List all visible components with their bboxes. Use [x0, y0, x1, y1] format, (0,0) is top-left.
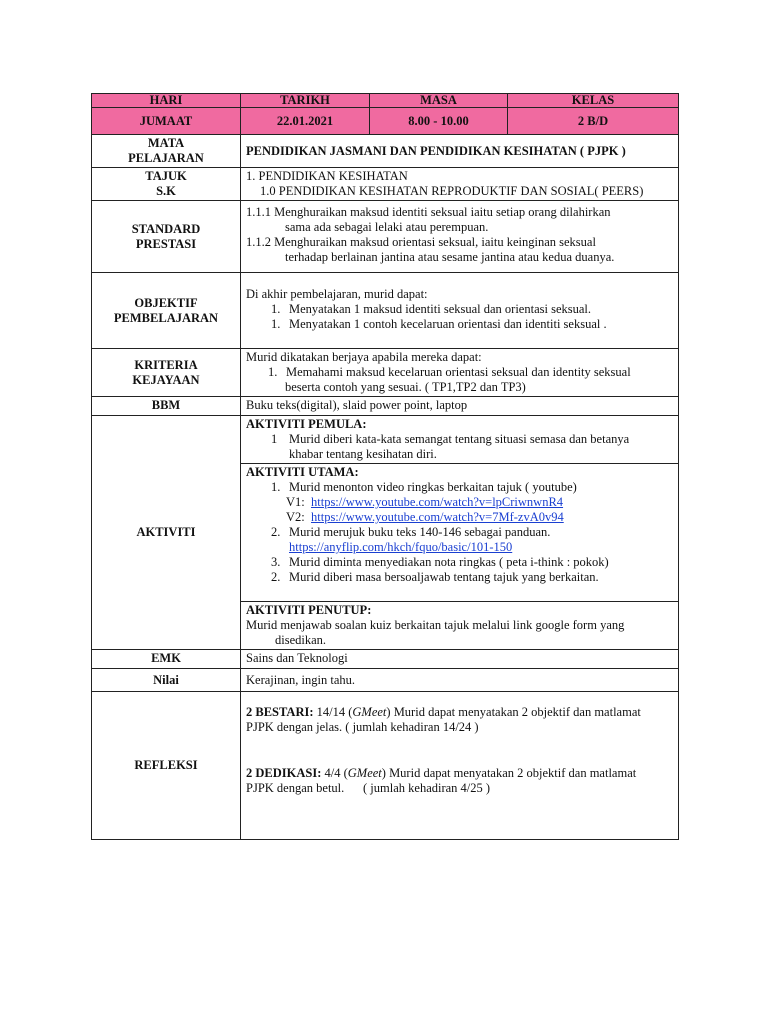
kriteria-item-num: 1. — [268, 365, 278, 379]
refleksi-dedikasi-count: 4/4 ( — [324, 766, 348, 780]
bbm-label: BBM — [92, 397, 241, 416]
refleksi-label: REFLEKSI — [92, 692, 241, 840]
video-1-line — [246, 495, 673, 510]
refleksi-bestari-count: 14/14 ( — [316, 705, 353, 719]
nilai-value: Kerajinan, ingin tahu. — [241, 669, 679, 692]
standard-item-1-line-2: sama ada sebagai lelaki atau perempuan. — [285, 220, 489, 234]
standard-prestasi-label-line-1: STANDARD — [131, 221, 201, 236]
aktiviti-utama-item-2-text: Murid merujuk buku teks 140-146 sebagai panduan. — [289, 525, 551, 539]
masa-header: MASA — [370, 94, 508, 108]
aktiviti-label: AKTIVITI — [92, 416, 241, 650]
aktiviti-pemula-num: 1 — [271, 432, 278, 446]
kriteria-row — [92, 349, 679, 397]
kriteria-item-line-2: beserta contoh yang sesuai. ( TP1,TP2 dan TP3) — [285, 380, 526, 394]
anyflip-link[interactable]: https://anyflip.com/hkch/fquo/basic/101-150 — [289, 540, 513, 554]
masa-value: 8.00 - 10.00 — [370, 108, 508, 135]
objektif-item-2-text: Menyatakan 1 contoh kecelaruan orientasi dan identiti seksual . — [289, 317, 607, 331]
tajuk-line-2: 1.0 PENDIDIKAN KESIHATAN REPRODUKTIF DAN SOSIAL( PEERS) — [260, 184, 644, 198]
standard-item-2-line-1: Menghuraikan maksud orientasi seksual, iaitu keinginan seksual — [274, 235, 596, 249]
refleksi-bestari-line-1 — [246, 705, 673, 720]
bbm-row — [92, 397, 679, 416]
kelas-header: KELAS — [508, 94, 679, 108]
objektif-intro: Di akhir pembelajaran, murid dapat: — [246, 287, 428, 301]
standard-item-1-line-1: Menghuraikan maksud identiti seksual iaitu setiap orang dilahirkan — [274, 205, 611, 219]
kriteria-item-line-1: Memahami maksud kecelaruan orientasi seksual dan identity seksual — [286, 365, 631, 379]
objektif-item-1-num: 1. — [271, 302, 281, 316]
kriteria-label-line-2: KEJAYAAN — [132, 372, 200, 387]
objektif-label-line-2: PEMBELAJARAN — [113, 310, 219, 325]
refleksi-bestari-label: 2 BESTARI: — [246, 705, 314, 719]
header-value-row — [92, 108, 679, 135]
standard-item-1 — [246, 205, 673, 220]
aktiviti-utama-item-3-num: 3. — [271, 555, 281, 569]
refleksi-value — [241, 692, 679, 840]
lesson-plan-table — [91, 93, 679, 840]
video-1-label: V1: — [286, 495, 305, 509]
aktiviti-utama-item-4 — [246, 570, 673, 585]
tarikh-header: TARIKH — [241, 94, 370, 108]
refleksi-dedikasi-label: 2 DEDIKASI: — [246, 766, 322, 780]
emk-label: EMK — [92, 650, 241, 669]
aktiviti-pemula-title: AKTIVITI PEMULA: — [246, 417, 367, 431]
video-2-link[interactable]: https://www.youtube.com/watch?v=7Mf-zvA0v94 — [311, 510, 564, 524]
standard-prestasi-value — [241, 201, 679, 273]
tajuk-row — [92, 168, 679, 201]
video-1-link[interactable]: https://www.youtube.com/watch?v=lpCriwnwnR4 — [311, 495, 564, 509]
header-label-row — [92, 94, 679, 108]
tajuk-label-line-2: S.K — [156, 184, 176, 198]
objektif-row — [92, 273, 679, 349]
standard-item-1-num: 1.1.1 — [246, 205, 271, 219]
standard-prestasi-label — [92, 201, 241, 273]
aktiviti-pemula-item — [246, 432, 673, 447]
refleksi-row — [92, 692, 679, 840]
refleksi-spacer — [246, 735, 673, 766]
standard-prestasi-row — [92, 201, 679, 273]
hari-value: JUMAAT — [92, 108, 241, 135]
kelas-value: 2 B/D — [508, 108, 679, 135]
aktiviti-utama-item-1-num: 1. — [271, 480, 281, 494]
aktiviti-utama-item-2-num: 2. — [271, 525, 281, 539]
aktiviti-utama-cell — [241, 464, 679, 602]
anyflip-line — [246, 540, 673, 555]
aktiviti-utama-item-4-num: 2. — [271, 570, 281, 584]
hari-header: HARI — [92, 94, 241, 108]
standard-item-2-line-2: terhadap berlainan jantina atau sesame jantina atau kedua duanya. — [285, 250, 615, 264]
mata-pelajaran-value: PENDIDIKAN JASMANI DAN PENDIDIKAN KESIHATAN ( PJPK ) — [241, 135, 679, 168]
emk-value: Sains dan Teknologi — [241, 650, 679, 669]
refleksi-dedikasi-text: ) Murid dapat menyatakan 2 objektif dan matlamat — [381, 766, 637, 780]
aktiviti-pemula-line-1: Murid diberi kata-kata semangat tentang situasi semasa dan betanya — [289, 432, 630, 446]
objektif-label — [92, 273, 241, 349]
tajuk-label — [92, 168, 241, 201]
objektif-item-2-num: 1. — [271, 317, 281, 331]
objektif-item-2 — [246, 317, 673, 332]
standard-item-2-num: 1.1.2 — [246, 235, 271, 249]
aktiviti-utama-item-3 — [246, 555, 673, 570]
refleksi-bestari-platform: GMeet — [352, 705, 387, 719]
emk-row — [92, 650, 679, 669]
mata-pelajaran-row — [92, 135, 679, 168]
aktiviti-utama-title: AKTIVITI UTAMA: — [246, 465, 359, 479]
aktiviti-utama-item-2 — [246, 525, 673, 540]
aktiviti-penutup-line-2: disedikan. — [275, 633, 327, 647]
objektif-item-1 — [246, 302, 673, 317]
tajuk-value — [241, 168, 679, 201]
mata-pelajaran-label-line-1: MATA — [147, 136, 185, 150]
aktiviti-utama-item-1 — [246, 480, 673, 495]
aktiviti-pemula-cell — [241, 416, 679, 464]
aktiviti-pemula-line-2: khabar tentang kesihatan diri. — [289, 447, 437, 461]
aktiviti-utama-item-1-text: Murid menonton video ringkas berkaitan tajuk ( youtube) — [289, 480, 577, 494]
aktiviti-penutup-cell — [241, 602, 679, 650]
refleksi-dedikasi-platform: GMeet — [347, 766, 382, 780]
objektif-label-line-1: OBJEKTIF — [134, 295, 198, 310]
tajuk-line-1: 1. PENDIDIKAN KESIHATAN — [246, 169, 408, 183]
bbm-value: Buku teks(digital), slaid power point, laptop — [241, 397, 679, 416]
kriteria-label — [92, 349, 241, 397]
tarikh-value: 22.01.2021 — [241, 108, 370, 135]
standard-prestasi-label-line-2: PRESTASI — [135, 236, 197, 251]
objektif-value — [241, 273, 679, 349]
refleksi-bestari-text: ) Murid dapat menyatakan 2 objektif dan matlamat — [386, 705, 641, 719]
refleksi-dedikasi-line-1 — [246, 766, 673, 781]
nilai-label: Nilai — [92, 669, 241, 692]
kriteria-intro: Murid dikatakan berjaya apabila mereka dapat: — [246, 350, 482, 364]
kriteria-item-1 — [246, 365, 673, 380]
refleksi-bestari-line-2: PJPK dengan jelas. ( jumlah kehadiran 14/24 ) — [246, 720, 479, 734]
mata-pelajaran-label — [92, 135, 241, 168]
aktiviti-penutup-title: AKTIVITI PENUTUP: — [246, 603, 372, 617]
standard-item-2 — [246, 235, 673, 250]
mata-pelajaran-label-line-2: PELAJARAN — [128, 151, 204, 165]
objektif-item-1-text: Menyatakan 1 maksud identiti seksual dan orientasi seksual. — [289, 302, 592, 316]
kriteria-value — [241, 349, 679, 397]
aktiviti-penutup-line-1: Murid menjawab soalan kuiz berkaitan tajuk melalui link google form yang — [246, 618, 625, 632]
nilai-row — [92, 669, 679, 692]
refleksi-dedikasi-line-2: PJPK dengan betul. ( jumlah kehadiran 4/25 ) — [246, 781, 491, 795]
video-2-line — [246, 510, 673, 525]
kriteria-label-line-1: KRITERIA — [134, 357, 198, 372]
video-2-label: V2: — [286, 510, 305, 524]
tajuk-label-line-1: TAJUK — [145, 169, 187, 183]
aktiviti-utama-item-4-text: Murid diberi masa bersoaljawab tentang tajuk yang berkaitan. — [289, 570, 599, 584]
aktiviti-utama-item-3-text: Murid diminta menyediakan nota ringkas ( peta i-think : pokok) — [289, 555, 609, 569]
aktiviti-pemula-row — [92, 416, 679, 464]
